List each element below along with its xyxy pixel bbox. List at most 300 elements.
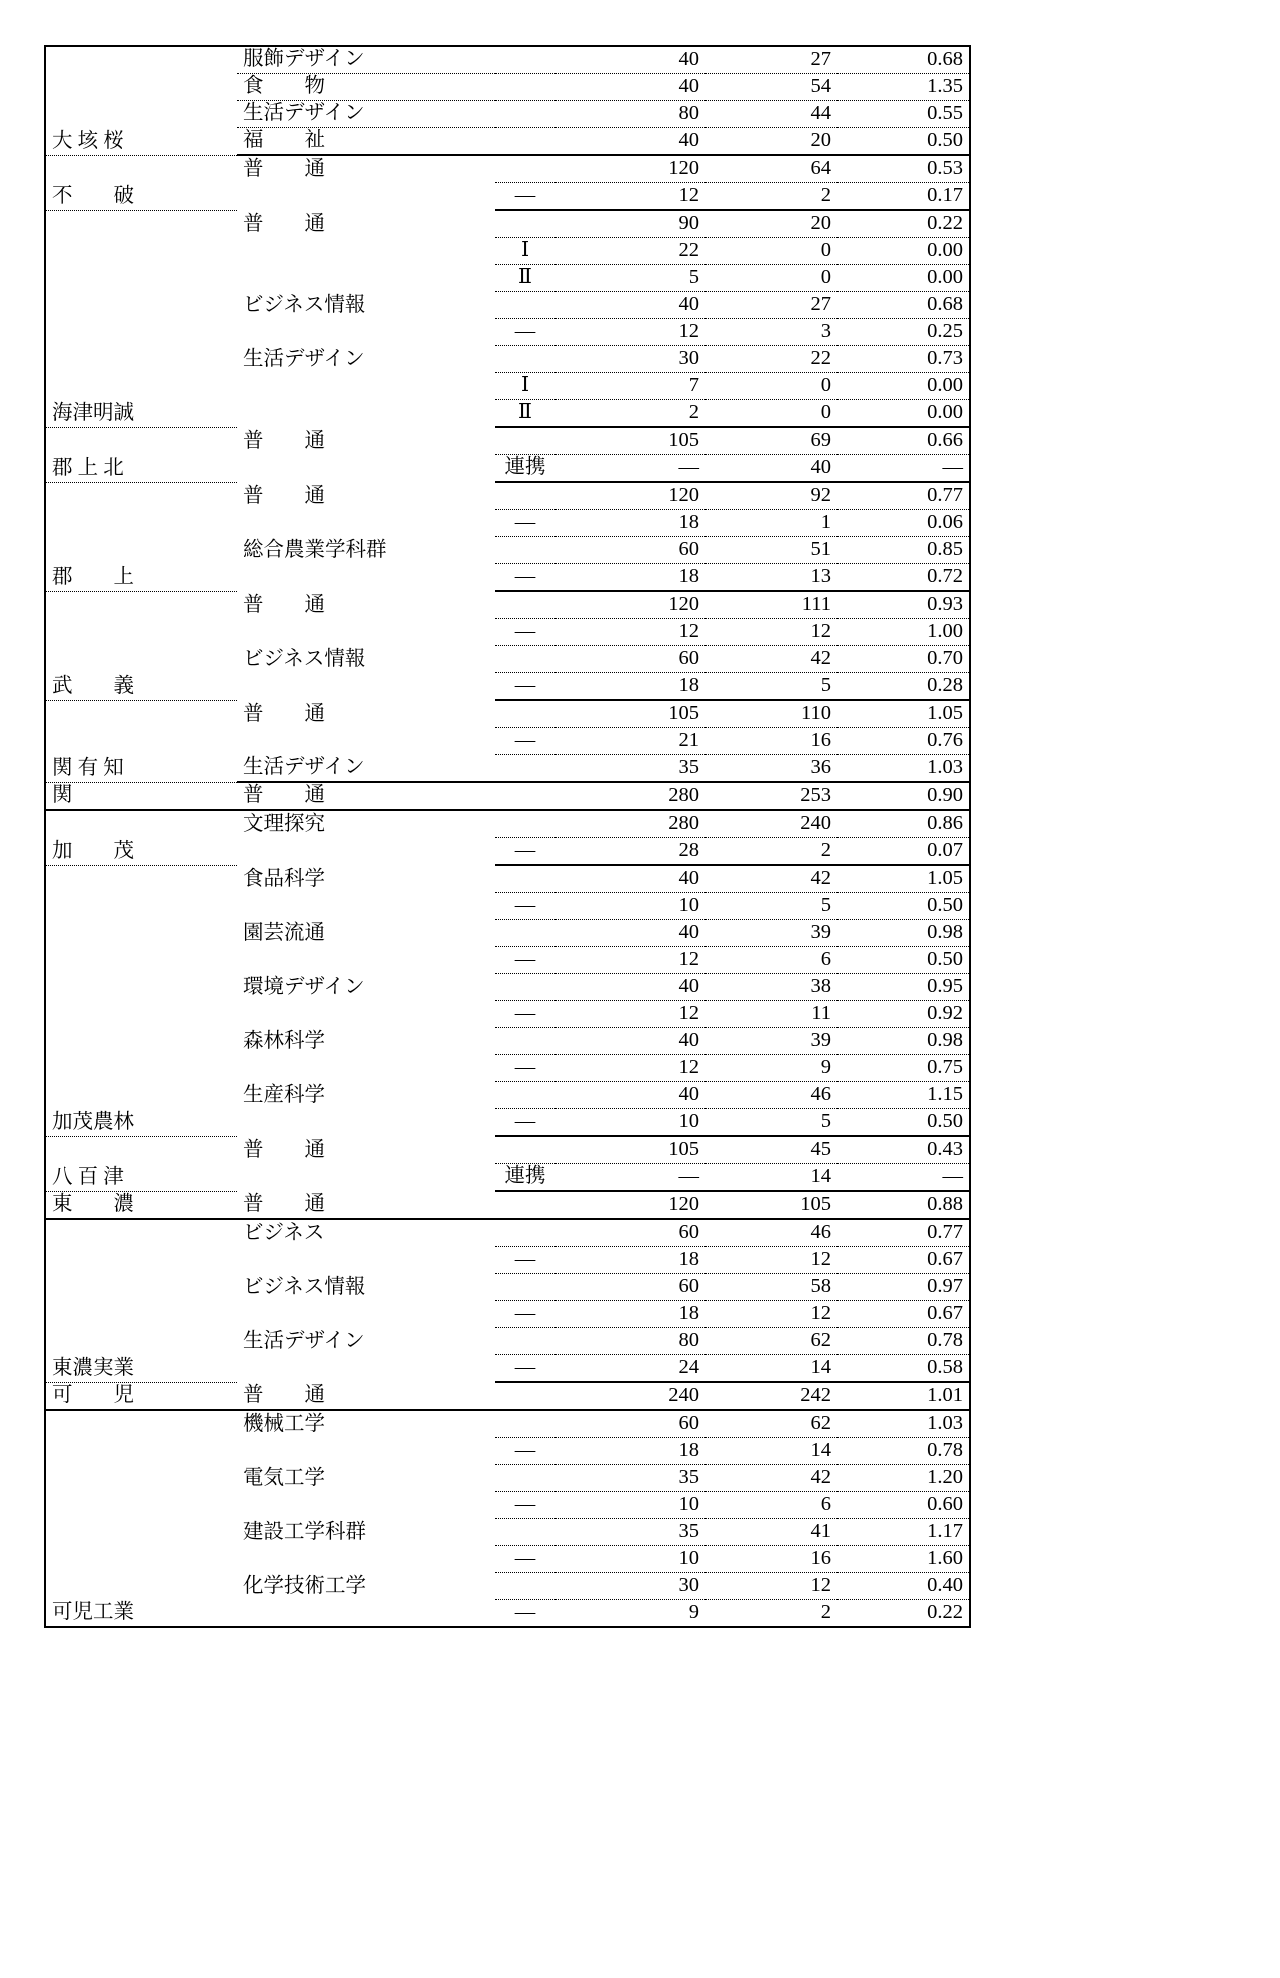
capacity-cell: 40	[555, 292, 705, 319]
subtype-marker-cell	[495, 1573, 555, 1600]
ratio-cell: 0.72	[837, 564, 970, 592]
applicants-cell: 14	[705, 1438, 837, 1465]
applicants-cell: 12	[705, 1247, 837, 1274]
school-name-cell: 東濃実業	[45, 1219, 237, 1382]
course-continuation-cell	[237, 728, 495, 755]
ratio-cell: 0.22	[927, 1601, 963, 1624]
course-name-cell: 生活デザイン	[243, 347, 365, 370]
applicants-cell: 54	[705, 74, 837, 101]
course-continuation-cell	[237, 455, 495, 483]
capacity-cell: 18	[555, 673, 705, 701]
capacity-cell: 80	[555, 1328, 705, 1355]
course-name-cell: 園芸流通	[243, 921, 325, 944]
table-row	[45, 700, 970, 728]
subtype-marker-cell: Ⅰ	[495, 373, 555, 400]
capacity-cell: 280	[555, 810, 705, 838]
capacity-cell: 60	[555, 537, 705, 564]
ratio-cell: 0.50	[837, 893, 970, 920]
subtype-marker-cell	[495, 1382, 555, 1410]
course-continuation-cell	[237, 1355, 495, 1383]
table-row	[45, 46, 970, 74]
capacity-cell: 12	[555, 319, 705, 346]
school-name-cell: 加茂農林	[45, 865, 237, 1136]
ratio-cell: 0.00	[837, 373, 970, 400]
school-name-cell: 武 義	[45, 591, 237, 700]
capacity-cell: 12	[555, 1055, 705, 1082]
capacity-cell: 28	[555, 838, 705, 866]
course-continuation-cell	[237, 1438, 495, 1465]
subtype-marker-cell: —	[495, 893, 555, 920]
capacity-cell: 80	[555, 101, 705, 128]
school-name-cell: 加 茂	[45, 810, 237, 865]
applicants-cell: 16	[705, 728, 837, 755]
ratio-cell: 0.86	[837, 810, 970, 838]
ratio-cell: 0.40	[837, 1573, 970, 1600]
subtype-marker-cell	[495, 646, 555, 673]
subtype-marker-cell: —	[495, 319, 555, 346]
applicants-cell: 51	[705, 537, 837, 564]
school-name-cell: 東 濃	[45, 1191, 237, 1219]
course-continuation-cell	[237, 183, 495, 211]
course-continuation-cell	[237, 619, 495, 646]
capacity-cell: 105	[555, 700, 705, 728]
ratio-cell: 0.73	[837, 346, 970, 373]
capacity-cell: 60	[555, 646, 705, 673]
ratio-cell: 1.01	[837, 1382, 970, 1410]
course-continuation-cell	[237, 673, 495, 701]
subtype-marker-cell	[495, 974, 555, 1001]
applicants-cell: 12	[705, 1301, 837, 1328]
applicants-cell: 92	[705, 482, 837, 510]
applicants-cell: 38	[705, 974, 837, 1001]
course-name-cell: 建設工学科群	[243, 1520, 366, 1543]
school-name-cell: 八 百 津	[45, 1136, 237, 1191]
subtype-marker-cell	[495, 700, 555, 728]
applicants-cell: 39	[705, 1028, 837, 1055]
course-continuation-cell	[237, 947, 495, 974]
course-name-cell: 電気工学	[243, 1466, 325, 1489]
ratio-cell: 0.70	[837, 646, 970, 673]
applicants-cell: 1	[705, 510, 837, 537]
ratio-cell: 0.50	[837, 947, 970, 974]
subtype-marker-cell: —	[495, 1055, 555, 1082]
ratio-cell: 0.77	[837, 482, 970, 510]
course-continuation-cell	[237, 238, 495, 265]
ratio-cell: 0.67	[837, 1301, 970, 1328]
course-continuation-cell	[237, 373, 495, 400]
applicants-cell: 2	[705, 838, 837, 866]
subtype-marker-cell: —	[495, 564, 555, 592]
ratio-cell: 0.50	[837, 1109, 970, 1137]
capacity-cell: 40	[555, 46, 705, 74]
capacity-cell: 40	[555, 920, 705, 947]
applicants-cell: 27	[705, 292, 837, 319]
subtype-marker-cell	[495, 1328, 555, 1355]
capacity-cell: 40	[555, 74, 705, 101]
ratio-cell: 0.00	[837, 400, 970, 428]
subtype-marker-cell	[495, 865, 555, 893]
subtype-marker-cell: —	[495, 1247, 555, 1274]
applicants-cell: 3	[705, 319, 837, 346]
applicants-cell: 64	[705, 155, 837, 183]
course-name-cell: 普 通	[237, 1382, 495, 1410]
course-name-cell: 総合農業学科群	[243, 538, 387, 561]
ratio-cell: 0.25	[837, 319, 970, 346]
capacity-cell: 40	[555, 974, 705, 1001]
ratio-cell: 0.77	[837, 1219, 970, 1247]
applicants-cell: 42	[705, 865, 837, 893]
capacity-cell: 40	[555, 1082, 705, 1109]
table-row	[45, 1136, 970, 1164]
ratio-cell: 0.98	[837, 1028, 970, 1055]
capacity-cell: 21	[555, 728, 705, 755]
subtype-marker-cell: —	[495, 838, 555, 866]
subtype-marker-cell	[495, 1219, 555, 1247]
applicants-cell: 6	[705, 1492, 837, 1519]
ratio-cell: 0.75	[837, 1055, 970, 1082]
capacity-cell: 30	[555, 346, 705, 373]
subtype-marker-cell	[495, 1028, 555, 1055]
subtype-marker-cell	[495, 1519, 555, 1546]
applicants-cell: 0	[705, 373, 837, 400]
school-name-cell: 可 児	[45, 1382, 237, 1410]
subtype-marker-cell	[495, 920, 555, 947]
subtype-marker-cell	[495, 1465, 555, 1492]
subtype-marker-cell: —	[495, 1355, 555, 1383]
applicants-cell: 45	[705, 1136, 837, 1164]
applicants-cell: 0	[705, 265, 837, 292]
capacity-cell: 35	[555, 1465, 705, 1492]
capacity-cell: 18	[555, 1301, 705, 1328]
applicants-cell: 110	[705, 700, 837, 728]
applicants-cell: 242	[705, 1382, 837, 1410]
course-continuation-cell	[237, 1492, 495, 1519]
applicants-cell: 40	[705, 455, 837, 483]
course-name-cell: 環境デザイン	[243, 975, 365, 998]
capacity-cell: 18	[555, 1438, 705, 1465]
applicants-cell: 27	[705, 46, 837, 74]
school-name-cell: 可児工業	[45, 1410, 237, 1627]
capacity-cell: 5	[555, 265, 705, 292]
ratio-cell: 0.78	[837, 1438, 970, 1465]
school-name-cell: 不 破	[45, 155, 237, 210]
course-name-cell: 生産科学	[243, 1083, 325, 1106]
ratio-cell: 0.68	[837, 292, 970, 319]
capacity-cell: 120	[555, 155, 705, 183]
capacity-cell: 35	[555, 1519, 705, 1546]
ratio-cell: 1.20	[837, 1465, 970, 1492]
course-continuation-cell	[237, 1164, 495, 1192]
course-name-cell: 食品科学	[243, 867, 325, 890]
subtype-marker-cell: —	[495, 510, 555, 537]
ratio-cell: 0.97	[837, 1274, 970, 1301]
applicants-cell: 13	[705, 564, 837, 592]
capacity-cell: 18	[555, 564, 705, 592]
capacity-cell: —	[555, 1164, 705, 1192]
ratio-cell: 1.00	[837, 619, 970, 646]
applicants-cell: 62	[705, 1328, 837, 1355]
applicants-cell: 22	[705, 346, 837, 373]
ratio-cell: 0.55	[837, 101, 970, 128]
applicants-cell: 0	[705, 400, 837, 428]
ratio-cell: 0.28	[837, 673, 970, 701]
enrollment-table	[44, 45, 971, 1628]
subtype-marker-cell	[495, 155, 555, 183]
capacity-cell: 120	[555, 1191, 705, 1219]
subtype-marker-cell: 連携	[495, 1164, 555, 1192]
ratio-cell: 0.66	[837, 427, 970, 455]
capacity-cell: 12	[555, 947, 705, 974]
table-row	[45, 865, 970, 893]
subtype-marker-cell: Ⅰ	[495, 238, 555, 265]
course-name-cell: 生活デザイン	[243, 1329, 365, 1352]
applicants-cell: 69	[705, 427, 837, 455]
school-name-cell: 大 垓 桜	[45, 46, 237, 155]
capacity-cell: —	[555, 455, 705, 483]
table-row	[45, 1382, 970, 1410]
subtype-marker-cell	[495, 1082, 555, 1109]
course-name-cell: 普 通	[237, 782, 495, 810]
course-name-cell: 化学技術工学	[243, 1574, 366, 1597]
subtype-marker-cell	[495, 101, 555, 128]
ratio-cell: 0.76	[837, 728, 970, 755]
applicants-cell: 6	[705, 947, 837, 974]
capacity-cell: 12	[555, 619, 705, 646]
subtype-marker-cell	[495, 482, 555, 510]
ratio-cell: 1.35	[837, 74, 970, 101]
course-continuation-cell	[237, 510, 495, 537]
course-name-cell: 普 通	[243, 212, 325, 235]
capacity-cell: 10	[555, 1546, 705, 1573]
capacity-cell: 10	[555, 1492, 705, 1519]
subtype-marker-cell	[495, 292, 555, 319]
subtype-marker-cell	[495, 537, 555, 564]
subtype-marker-cell	[495, 427, 555, 455]
applicants-cell: 62	[705, 1410, 837, 1438]
table-row	[45, 482, 970, 510]
ratio-cell: 1.05	[837, 865, 970, 893]
subtype-marker-cell: —	[495, 1546, 555, 1573]
ratio-cell: 0.98	[837, 920, 970, 947]
capacity-cell: 40	[555, 865, 705, 893]
capacity-cell: 120	[555, 482, 705, 510]
applicants-cell: 14	[705, 1164, 837, 1192]
applicants-cell: 58	[705, 1274, 837, 1301]
applicants-cell: 41	[705, 1519, 837, 1546]
capacity-cell: 105	[555, 427, 705, 455]
capacity-cell: 40	[555, 1028, 705, 1055]
ratio-cell: 0.78	[837, 1328, 970, 1355]
applicants-cell: 0	[705, 238, 837, 265]
course-continuation-cell	[237, 1247, 495, 1274]
applicants-cell: 46	[705, 1082, 837, 1109]
capacity-cell: 240	[555, 1382, 705, 1410]
applicants-cell: 20	[705, 128, 837, 156]
capacity-cell: 120	[555, 591, 705, 619]
capacity-cell: 60	[555, 1274, 705, 1301]
capacity-cell: 22	[555, 238, 705, 265]
subtype-marker-cell: Ⅱ	[495, 265, 555, 292]
applicants-cell: 12	[705, 1573, 837, 1600]
applicants-cell: 5	[705, 1109, 837, 1137]
applicants-cell: 240	[705, 810, 837, 838]
school-name-cell: 海津明誠	[45, 210, 237, 427]
ratio-cell: 0.07	[837, 838, 970, 866]
school-name-cell: 郡 上	[45, 482, 237, 591]
course-name-cell: 普 通	[243, 593, 325, 616]
ratio-cell: 0.17	[837, 183, 970, 211]
table-row	[45, 810, 970, 838]
capacity-cell: 9	[688, 1601, 699, 1624]
subtype-marker-cell	[495, 1191, 555, 1219]
course-name-cell: 普 通	[243, 484, 325, 507]
course-name-cell: 普 通	[243, 702, 325, 725]
capacity-cell: 10	[555, 893, 705, 920]
course-continuation-cell	[237, 564, 495, 592]
ratio-cell: 1.15	[837, 1082, 970, 1109]
course-name-cell: 機械工学	[243, 1412, 325, 1435]
applicants-cell: 105	[705, 1191, 837, 1219]
course-name-cell: 普 通	[237, 1191, 495, 1219]
subtype-marker-cell: —	[495, 1001, 555, 1028]
ratio-cell: 0.85	[837, 537, 970, 564]
course-continuation-cell	[237, 1109, 495, 1137]
ratio-cell: 0.22	[837, 210, 970, 238]
capacity-cell: 12	[555, 1001, 705, 1028]
course-name-cell: 文理探究	[243, 812, 325, 835]
applicants-cell: 9	[705, 1055, 837, 1082]
course-name-cell: 生活デザイン	[237, 101, 495, 128]
applicants-cell: 11	[705, 1001, 837, 1028]
ratio-cell: 1.03	[837, 755, 970, 783]
ratio-cell: 0.68	[837, 46, 970, 74]
ratio-cell: 0.90	[837, 782, 970, 810]
table-row	[45, 1191, 970, 1219]
enrollment-table-body	[45, 46, 970, 1627]
capacity-cell: 35	[555, 755, 705, 783]
subtype-marker-cell: —	[495, 619, 555, 646]
subtype-marker-cell	[495, 46, 555, 74]
ratio-cell: 0.43	[837, 1136, 970, 1164]
subtype-marker-cell	[495, 1274, 555, 1301]
capacity-cell: 18	[555, 510, 705, 537]
school-name-cell: 関 有 知	[45, 700, 237, 782]
course-continuation-cell	[237, 265, 495, 292]
table-row	[45, 210, 970, 238]
capacity-cell: 60	[555, 1410, 705, 1438]
course-continuation-cell	[237, 1546, 495, 1573]
ratio-cell: 0.67	[837, 1247, 970, 1274]
subtype-marker-cell	[495, 74, 555, 101]
subtype-marker-cell: 連携	[495, 455, 555, 483]
course-name-cell: 森林科学	[243, 1029, 325, 1052]
ratio-cell: 1.60	[837, 1546, 970, 1573]
subtype-marker-cell: —	[514, 1601, 536, 1624]
ratio-cell: 0.00	[837, 265, 970, 292]
capacity-cell: 280	[555, 782, 705, 810]
course-continuation-cell	[237, 893, 495, 920]
capacity-cell: 10	[555, 1109, 705, 1137]
applicants-cell: 36	[705, 755, 837, 783]
course-continuation-cell	[237, 1600, 495, 1628]
course-name-cell: 普 通	[243, 1138, 325, 1161]
subtype-marker-cell	[495, 346, 555, 373]
course-name-cell: 普 通	[243, 157, 325, 180]
subtype-marker-cell: —	[495, 1492, 555, 1519]
course-name-cell: 服飾デザイン	[237, 46, 495, 74]
applicants-cell: 42	[705, 646, 837, 673]
ratio-cell: 0.50	[837, 128, 970, 156]
applicants-cell: 46	[705, 1219, 837, 1247]
applicants-cell: 44	[705, 101, 837, 128]
ratio-cell: —	[837, 1164, 970, 1192]
subtype-marker-cell	[495, 210, 555, 238]
applicants-cell: 253	[705, 782, 837, 810]
applicants-cell: 42	[705, 1465, 837, 1492]
school-name-cell: 関	[45, 782, 237, 810]
applicants-cell: 16	[705, 1546, 837, 1573]
subtype-marker-cell: —	[495, 183, 555, 211]
table-row	[45, 782, 970, 810]
applicants-cell: 2	[820, 1601, 831, 1624]
capacity-cell: 90	[555, 210, 705, 238]
course-name-cell: ビジネス情報	[243, 293, 366, 316]
subtype-marker-cell: —	[495, 1438, 555, 1465]
course-continuation-cell	[237, 1001, 495, 1028]
capacity-cell: 7	[555, 373, 705, 400]
subtype-marker-cell	[495, 128, 555, 156]
subtype-marker-cell	[495, 755, 555, 783]
table-row	[45, 591, 970, 619]
ratio-cell: 0.60	[837, 1492, 970, 1519]
subtype-marker-cell: —	[495, 1109, 555, 1137]
applicants-cell: 5	[705, 673, 837, 701]
ratio-cell: 0.00	[837, 238, 970, 265]
course-name-cell: ビジネス	[243, 1221, 325, 1244]
table-row	[45, 1219, 970, 1247]
subtype-marker-cell	[495, 1410, 555, 1438]
school-name-cell: 郡 上 北	[45, 427, 237, 482]
ratio-cell: 1.03	[837, 1410, 970, 1438]
subtype-marker-cell	[495, 1136, 555, 1164]
subtype-marker-cell: —	[495, 1301, 555, 1328]
capacity-cell: 18	[555, 1247, 705, 1274]
table-row	[45, 427, 970, 455]
capacity-cell: 60	[555, 1219, 705, 1247]
applicants-cell: 5	[705, 893, 837, 920]
course-name-cell: ビジネス情報	[243, 647, 366, 670]
subtype-marker-cell: —	[495, 673, 555, 701]
ratio-cell: 0.06	[837, 510, 970, 537]
course-name-cell: 普 通	[243, 429, 325, 452]
course-continuation-cell	[237, 319, 495, 346]
course-continuation-cell	[237, 1055, 495, 1082]
course-continuation-cell	[237, 400, 495, 428]
course-name-cell: 食 物	[237, 74, 495, 101]
ratio-cell: —	[837, 455, 970, 483]
course-name-cell: ビジネス情報	[243, 1275, 366, 1298]
subtype-marker-cell	[495, 591, 555, 619]
table-row	[45, 1410, 970, 1438]
subtype-marker-cell: —	[495, 947, 555, 974]
subtype-marker-cell: —	[495, 728, 555, 755]
subtype-marker-cell	[495, 810, 555, 838]
applicants-cell: 20	[705, 210, 837, 238]
ratio-cell: 1.17	[837, 1519, 970, 1546]
course-continuation-cell	[237, 838, 495, 866]
ratio-cell: 1.05	[837, 700, 970, 728]
capacity-cell: 2	[555, 400, 705, 428]
